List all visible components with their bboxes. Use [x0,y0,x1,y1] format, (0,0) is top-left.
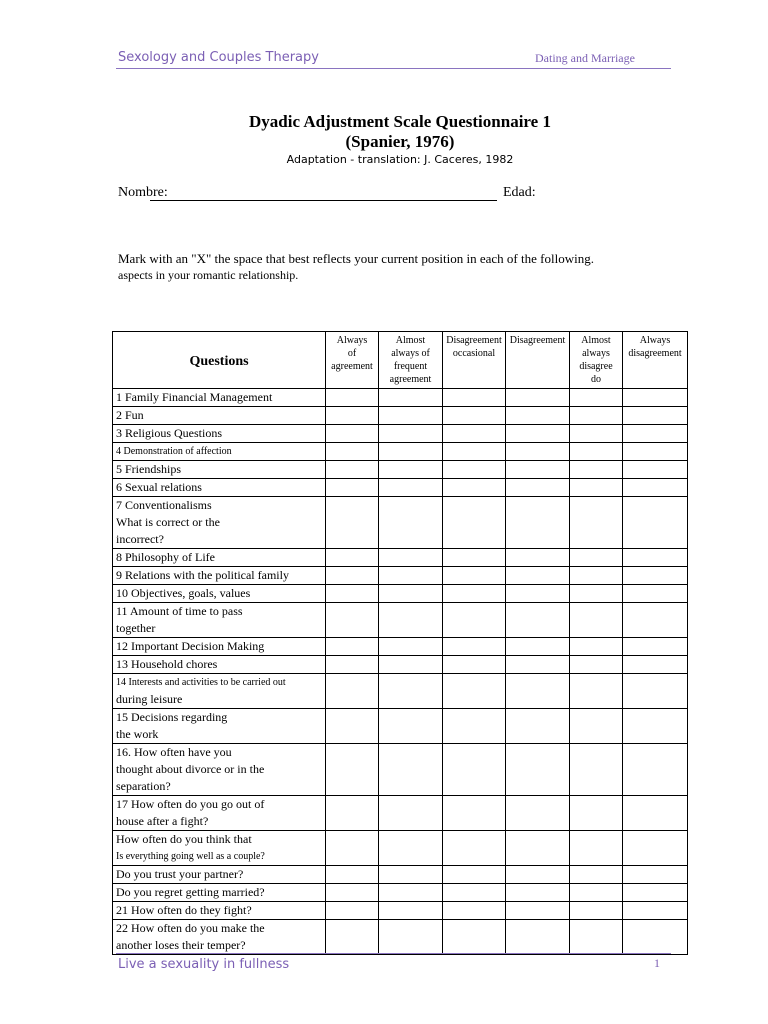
answer-cell[interactable] [326,461,379,479]
answer-cell[interactable] [379,744,443,796]
table-row [113,884,688,902]
answer-cell[interactable] [326,920,379,955]
answer-cell[interactable] [623,656,688,674]
question-cell [113,567,326,585]
answer-cell[interactable] [570,902,623,920]
column-header-line: Always [336,335,368,346]
question-text: 1 Family Financial Management [116,390,273,404]
answer-cell[interactable] [379,709,443,744]
table-row [113,389,688,407]
answer-cell[interactable] [443,709,506,744]
answer-cell[interactable] [326,603,379,638]
table-row [113,425,688,443]
question-text: the work [116,727,159,741]
answer-cell[interactable] [506,884,570,902]
answer-cell[interactable] [326,497,379,549]
question-cell [113,407,326,425]
answer-cell[interactable] [506,497,570,549]
answer-cell[interactable] [379,567,443,585]
answer-cell[interactable] [570,674,623,709]
question-text: 8 Philosophy of Life [116,550,215,564]
table-body [113,389,688,955]
table-row [113,407,688,425]
column-header-3 [443,332,506,389]
answer-cell[interactable] [326,567,379,585]
question-text: 5 Friendships [116,462,182,476]
question-text: 15 Decisions regarding [116,710,228,724]
answer-cell[interactable] [506,709,570,744]
question-cell [113,425,326,443]
answer-cell[interactable] [623,920,688,955]
answer-cell[interactable] [443,461,506,479]
answer-cell[interactable] [326,638,379,656]
answer-cell[interactable] [443,866,506,884]
answer-cell[interactable] [326,479,379,497]
question-text: house after a fight? [116,814,209,828]
column-header-line: Disagreement [446,335,502,346]
answer-cell[interactable] [443,884,506,902]
question-text: 13 Household chores [116,657,218,671]
answer-cell[interactable] [570,567,623,585]
column-header-line: Almost [581,335,611,346]
column-header-6 [623,332,688,389]
table-row [113,709,688,744]
answer-cell[interactable] [570,884,623,902]
header-left: Sexology and Couples Therapy [118,50,319,65]
answer-cell[interactable] [570,443,623,461]
answer-cell[interactable] [623,866,688,884]
table-row [113,638,688,656]
answer-cell[interactable] [623,479,688,497]
table-row [113,549,688,567]
answer-cell[interactable] [623,425,688,443]
answer-cell[interactable] [379,407,443,425]
answer-cell[interactable] [506,549,570,567]
question-text: 17 How often do you go out of [116,797,265,811]
answer-cell[interactable] [570,638,623,656]
answer-cell[interactable] [506,425,570,443]
question-cell [113,479,326,497]
column-header-line: Almost [395,335,426,346]
answer-cell[interactable] [379,603,443,638]
answer-cell[interactable] [443,443,506,461]
column-header-line: always of frequent [391,348,430,372]
answer-cell[interactable] [623,443,688,461]
question-text: 7 Conventionalisms [116,498,212,512]
answer-cell[interactable] [379,796,443,831]
header-right: Dating and Marriage [535,51,635,65]
answer-cell[interactable] [443,585,506,603]
question-text: 22 How often do you make the [116,921,265,935]
answer-cell[interactable] [570,585,623,603]
answer-cell[interactable] [506,638,570,656]
answer-cell[interactable] [570,549,623,567]
question-text: 16. How often have you [116,745,232,759]
answer-cell[interactable] [326,407,379,425]
answer-cell[interactable] [623,902,688,920]
answer-cell[interactable] [506,920,570,955]
column-header-line: agreement [331,361,373,372]
answer-cell[interactable] [443,567,506,585]
answer-cell[interactable] [623,407,688,425]
table-row [113,920,688,955]
question-text: thought about divorce or in the [116,762,265,776]
edad-label: Edad: [503,185,536,200]
table-row [113,603,688,638]
answer-cell[interactable] [379,831,443,866]
answer-cell[interactable] [326,389,379,407]
answer-cell[interactable] [379,461,443,479]
answer-cell[interactable] [570,425,623,443]
answer-cell[interactable] [443,920,506,955]
answer-cell[interactable] [326,585,379,603]
answer-cell[interactable] [506,389,570,407]
answer-cell[interactable] [570,407,623,425]
column-header-line: disagreement [628,348,682,359]
answer-cell[interactable] [570,920,623,955]
answer-cell[interactable] [623,567,688,585]
question-cell [113,389,326,407]
answer-cell[interactable] [379,425,443,443]
answer-cell[interactable] [379,656,443,674]
answer-cell[interactable] [506,656,570,674]
question-cell [113,796,326,831]
answer-cell[interactable] [506,674,570,709]
column-header-line: do [591,374,601,385]
answer-cell[interactable] [326,744,379,796]
answer-cell[interactable] [570,709,623,744]
answer-cell[interactable] [326,656,379,674]
question-cell [113,831,326,866]
answer-cell[interactable] [570,389,623,407]
question-text: 10 Objectives, goals, values [116,586,251,600]
answer-cell[interactable] [623,831,688,866]
answer-cell[interactable] [623,674,688,709]
answer-cell[interactable] [379,674,443,709]
answer-cell[interactable] [623,461,688,479]
answer-cell[interactable] [379,389,443,407]
answer-cell[interactable] [326,549,379,567]
question-text: 3 Religious Questions [116,426,223,440]
answer-cell[interactable] [623,884,688,902]
answer-cell[interactable] [570,744,623,796]
table-row [113,674,688,709]
question-cell [113,461,326,479]
column-header-line: occasional [452,348,496,359]
question-text: Is everything going well as a couple? [116,851,265,862]
question-cell [113,920,326,955]
answer-cell[interactable] [379,585,443,603]
document-title: Dyadic Adjustment Scale Questionnaire 1 [249,112,551,131]
answer-cell[interactable] [443,479,506,497]
answer-cell[interactable] [506,585,570,603]
answer-cell[interactable] [506,407,570,425]
answer-cell[interactable] [443,389,506,407]
answer-cell[interactable] [379,884,443,902]
answer-cell[interactable] [623,638,688,656]
answer-cell[interactable] [326,831,379,866]
answer-cell[interactable] [379,443,443,461]
answer-cell[interactable] [443,549,506,567]
question-text: 9 Relations with the political family [116,568,289,582]
answer-cell[interactable] [506,902,570,920]
adaptation-note: Adaptation - translation: J. Caceres, 1982 [286,153,514,166]
answer-cell[interactable] [326,443,379,461]
question-text: 6 Sexual relations [116,480,202,494]
question-cell [113,744,326,796]
answer-cell[interactable] [623,585,688,603]
question-cell [113,497,326,549]
column-header-line: disagree [579,361,613,372]
answer-cell[interactable] [570,497,623,549]
answer-cell[interactable] [570,796,623,831]
question-cell [113,549,326,567]
instructions-line-2: aspects in your romantic relationship. [118,268,299,282]
answer-cell[interactable] [443,497,506,549]
question-text: Do you regret getting married? [116,885,265,899]
document-subtitle: (Spanier, 1976) [345,132,455,151]
question-text: 11 Amount of time to pass [116,604,243,618]
question-cell [113,443,326,461]
answer-cell[interactable] [326,902,379,920]
question-cell [113,884,326,902]
answer-cell[interactable] [506,866,570,884]
answer-cell[interactable] [570,866,623,884]
answer-cell[interactable] [379,638,443,656]
question-cell [113,866,326,884]
question-text: 14 Interests and activities to be carried out [116,677,286,688]
page-number: 1 [654,956,660,970]
question-text: Do you trust your partner? [116,867,244,881]
question-text: What is correct or the [116,515,220,529]
answer-cell[interactable] [623,389,688,407]
answer-cell[interactable] [443,674,506,709]
question-text: another loses their temper? [116,938,246,952]
answer-cell[interactable] [379,920,443,955]
answer-cell[interactable] [506,744,570,796]
column-header-line: agreement [389,374,432,385]
column-header-line: always [582,348,610,359]
nombre-field[interactable] [150,200,497,201]
question-cell [113,656,326,674]
header-rule [116,68,671,69]
answer-cell[interactable] [326,425,379,443]
answer-cell[interactable] [443,407,506,425]
question-text: together [116,621,156,635]
table-row [113,656,688,674]
footer-rule [116,953,671,954]
answer-cell[interactable] [570,461,623,479]
table-row [113,567,688,585]
answer-cell[interactable] [443,603,506,638]
answer-cell[interactable] [443,831,506,866]
answer-cell[interactable] [443,425,506,443]
answer-cell[interactable] [623,603,688,638]
table-row [113,831,688,866]
answer-cell[interactable] [326,796,379,831]
table-row [113,443,688,461]
answer-cell[interactable] [506,796,570,831]
question-text: during leisure [116,692,183,706]
answer-cell[interactable] [379,902,443,920]
questions-header: Questions [113,332,326,389]
question-cell [113,585,326,603]
question-text: separation? [116,779,171,793]
question-cell [113,674,326,709]
answer-cell[interactable] [506,603,570,638]
column-header-1 [326,332,379,389]
table-row [113,866,688,884]
question-cell [113,709,326,744]
answer-cell[interactable] [506,831,570,866]
answer-cell[interactable] [623,497,688,549]
column-header-line: of [347,348,357,359]
answer-cell[interactable] [379,866,443,884]
answer-cell[interactable] [326,884,379,902]
answer-cell[interactable] [570,656,623,674]
column-header-4 [506,332,570,389]
question-text: How often do you think that [116,832,252,846]
instructions-line-1: Mark with an "X" the space that best reflects your current position in each of the following. [118,251,594,266]
answer-cell[interactable] [570,603,623,638]
answer-cell[interactable] [326,674,379,709]
column-header-line: Always [639,335,671,346]
question-cell [113,902,326,920]
question-text: 21 How often do they fight? [116,903,252,917]
answer-cell[interactable] [506,443,570,461]
nombre-label: Nombre: [118,185,168,200]
question-text: 2 Fun [116,408,144,422]
answer-cell[interactable] [506,461,570,479]
answer-cell[interactable] [506,479,570,497]
answer-cell[interactable] [623,709,688,744]
question-cell [113,603,326,638]
table-header-row [113,332,688,389]
footer-text: Live a sexuality in fullness [118,957,290,972]
answer-cell[interactable] [443,744,506,796]
answer-cell[interactable] [623,796,688,831]
table-row [113,461,688,479]
answer-cell[interactable] [326,709,379,744]
table-row [113,585,688,603]
question-text: incorrect? [116,532,164,546]
table-row [113,479,688,497]
answer-cell[interactable] [443,656,506,674]
answer-cell[interactable] [443,902,506,920]
column-header-line: Disagreement [509,335,566,346]
answer-cell[interactable] [623,549,688,567]
answer-cell[interactable] [506,567,570,585]
instructions [118,250,598,284]
answer-cell[interactable] [379,549,443,567]
table-row [113,744,688,796]
table-row [113,902,688,920]
answer-cell[interactable] [570,831,623,866]
answer-cell[interactable] [623,744,688,796]
column-header-2 [379,332,443,389]
column-header-5 [570,332,623,389]
question-cell [113,638,326,656]
answer-cell[interactable] [326,866,379,884]
answer-cell[interactable] [570,479,623,497]
questionnaire-table [112,331,688,955]
question-text: 4 Demonstration of affection [116,446,232,457]
table-row [113,497,688,549]
table-row [113,796,688,831]
answer-cell[interactable] [379,497,443,549]
answer-cell[interactable] [443,638,506,656]
question-text: 12 Important Decision Making [116,639,265,653]
answer-cell[interactable] [443,796,506,831]
answer-cell[interactable] [379,479,443,497]
